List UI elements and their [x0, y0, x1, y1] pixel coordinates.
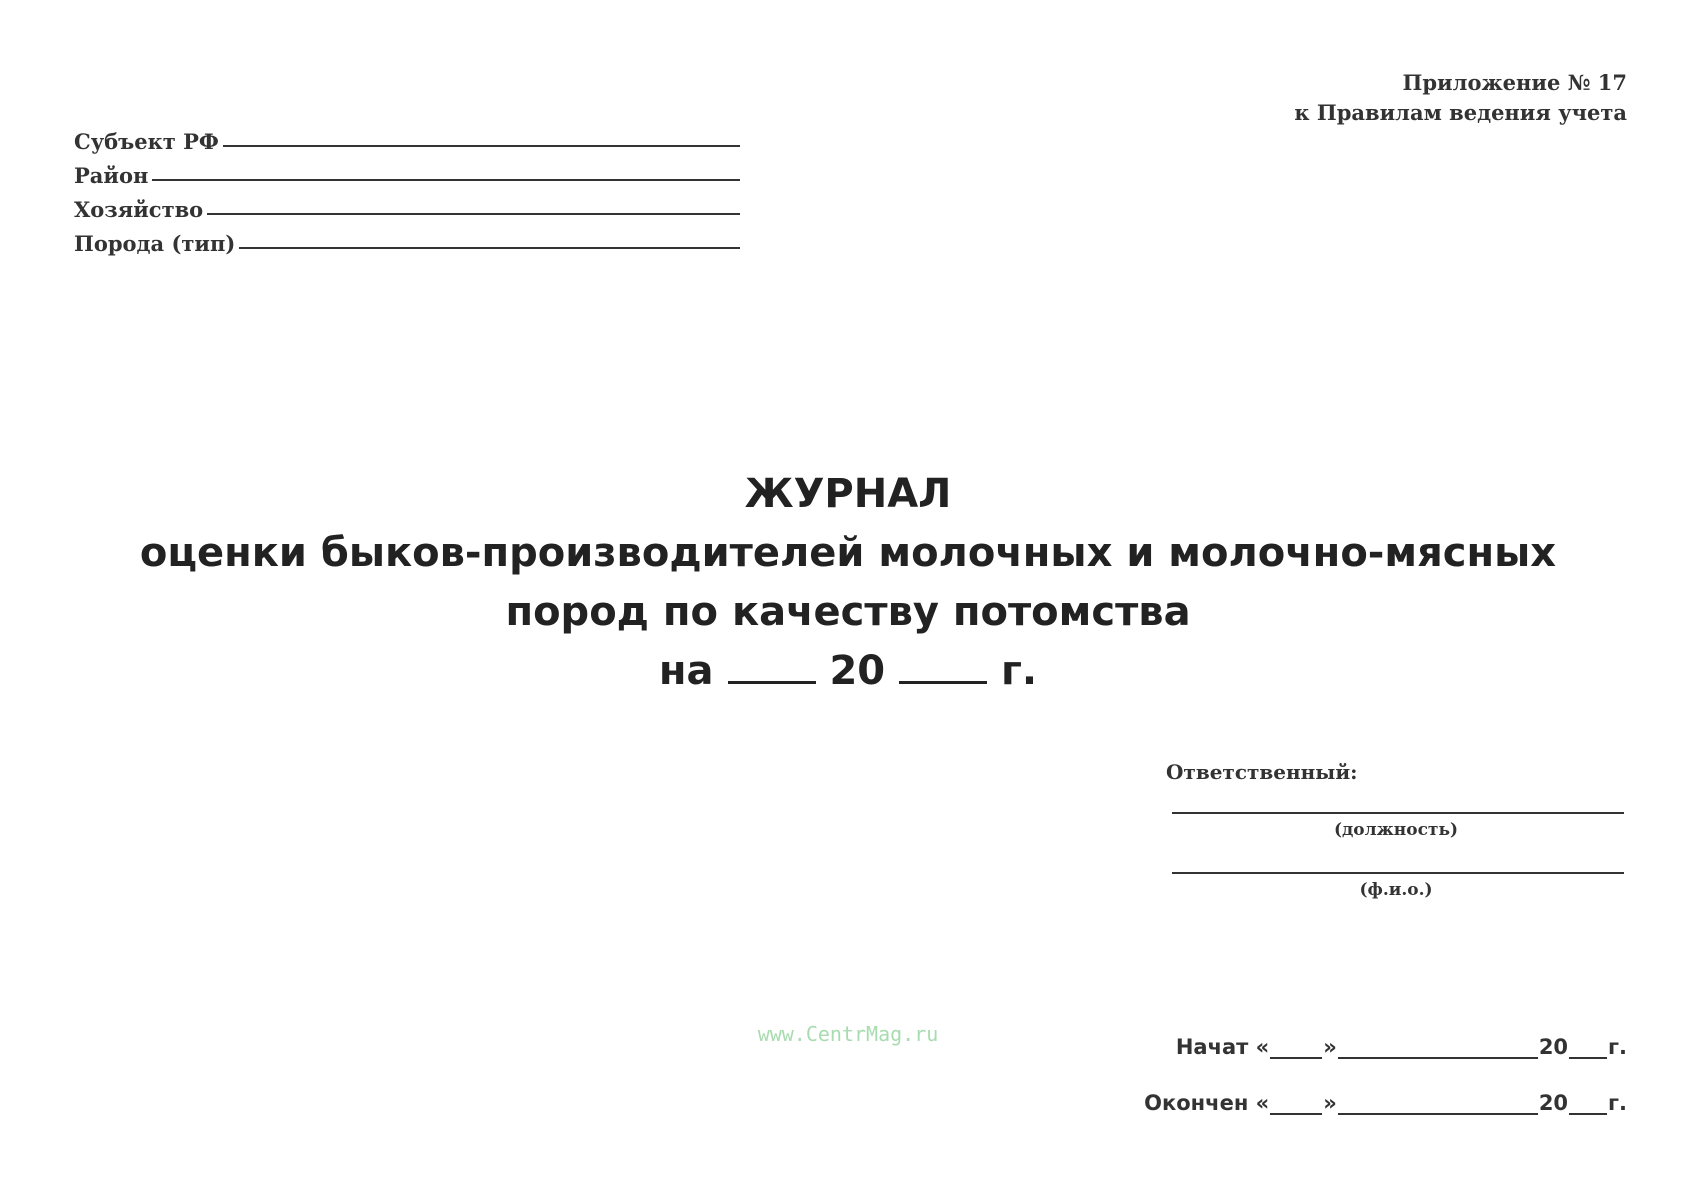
month-blank	[1338, 1037, 1538, 1059]
century: 20	[1538, 1091, 1569, 1115]
field-label: Субъект РФ	[74, 129, 219, 154]
close-quote: »	[1323, 1091, 1337, 1115]
ended-label: Окончен «	[1144, 1091, 1270, 1115]
responsible-label: Ответственный:	[1166, 760, 1358, 784]
date-started	[1144, 1003, 1627, 1059]
day-blank	[1270, 1037, 1322, 1059]
responsible-block	[1166, 760, 1626, 932]
field-district	[74, 154, 740, 188]
name-line	[1172, 872, 1624, 874]
appendix-reference: к Правилам ведения учета	[1294, 100, 1627, 125]
field-label: Порода (тип)	[74, 231, 236, 256]
title-main: ЖУРНАЛ	[744, 471, 952, 517]
year-prefix: на	[658, 648, 714, 694]
field-subject	[74, 120, 740, 154]
date-ended	[1144, 1059, 1627, 1115]
watermark: www.CentrMag.ru	[757, 1022, 939, 1046]
field-blank-line	[223, 145, 740, 147]
year-blank-1	[728, 643, 816, 684]
field-blank-line	[207, 213, 740, 215]
year-century: 20	[829, 648, 886, 694]
field-blank-line	[239, 247, 740, 249]
day-blank	[1270, 1093, 1322, 1115]
year-suffix: г.	[1000, 648, 1038, 694]
field-farm	[74, 188, 740, 222]
position-line	[1172, 812, 1624, 814]
century: 20	[1538, 1035, 1569, 1059]
title-year-line	[0, 642, 1696, 701]
month-blank	[1338, 1093, 1538, 1115]
dates-block	[1144, 1003, 1627, 1115]
field-label: Хозяйство	[74, 197, 204, 222]
year-blank-2	[899, 643, 987, 684]
position-caption: (должность)	[1333, 820, 1459, 840]
started-label: Начат «	[1175, 1035, 1270, 1059]
title-subtitle-2: пород по качеству потомства	[505, 589, 1191, 635]
appendix-note	[1294, 68, 1627, 128]
appendix-number: Приложение № 17	[1402, 70, 1627, 95]
year-suffix: г.	[1608, 1091, 1627, 1115]
close-quote: »	[1323, 1035, 1337, 1059]
year-blank	[1569, 1037, 1607, 1059]
document-title	[0, 465, 1696, 701]
name-caption: (ф.и.о.)	[1359, 880, 1433, 900]
title-subtitle-1: оценки быков-производителей молочных и молочно-мясных	[139, 530, 1557, 576]
header-fields	[74, 120, 740, 256]
year-suffix: г.	[1608, 1035, 1627, 1059]
year-blank	[1569, 1093, 1607, 1115]
field-label: Район	[74, 163, 149, 188]
field-blank-line	[152, 179, 740, 181]
field-breed	[74, 222, 740, 256]
